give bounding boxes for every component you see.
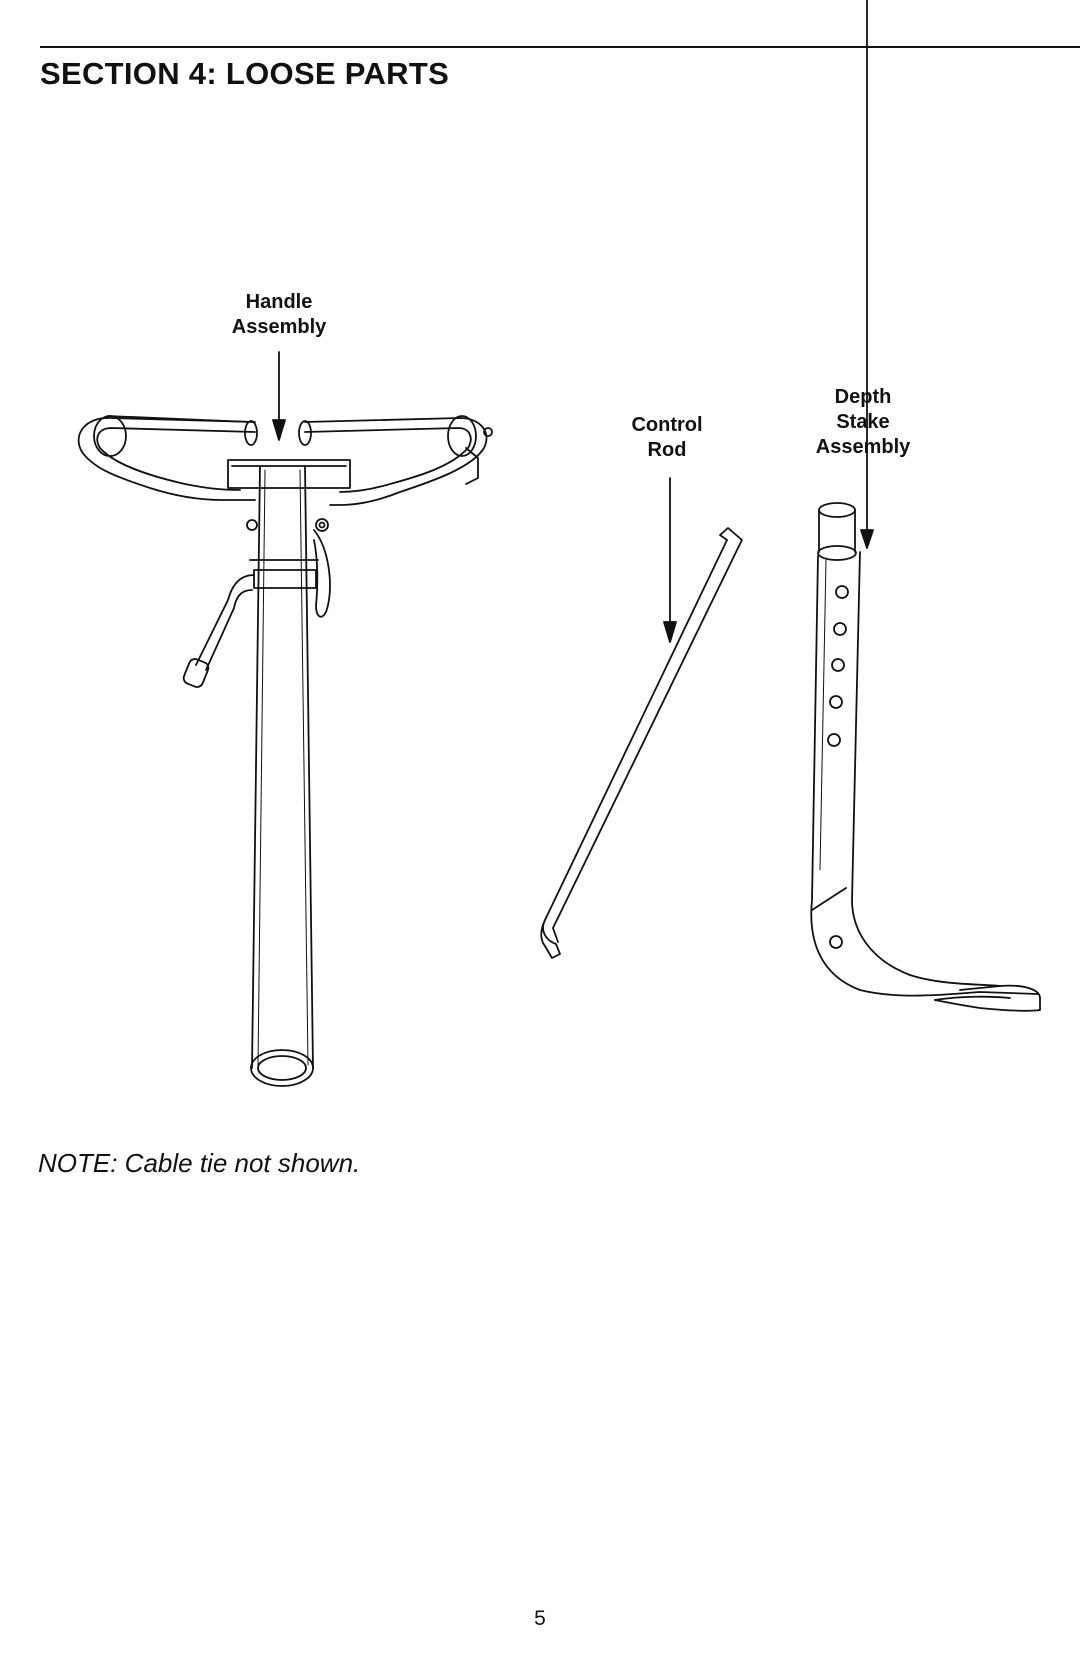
depth-label-line-2: Stake <box>836 411 890 433</box>
handle-assembly-icon <box>79 352 492 1086</box>
handle-label-line-1: Handle <box>245 291 313 313</box>
control-label-line-1: Control <box>631 414 703 436</box>
handle-label-line-2: Assembly <box>231 316 327 338</box>
page-number: 5 <box>534 1607 546 1630</box>
note-text: NOTE: Cable tie not shown. <box>38 1148 361 1178</box>
section-title: SECTION 4: LOOSE PARTS <box>40 56 450 91</box>
depth-label-line-3: Assembly <box>815 436 911 458</box>
control-rod-icon <box>541 478 742 958</box>
control-label-line-2: Rod <box>647 439 687 461</box>
depth-label-line-1: Depth <box>834 386 892 408</box>
depth-stake-icon <box>811 0 1040 1011</box>
